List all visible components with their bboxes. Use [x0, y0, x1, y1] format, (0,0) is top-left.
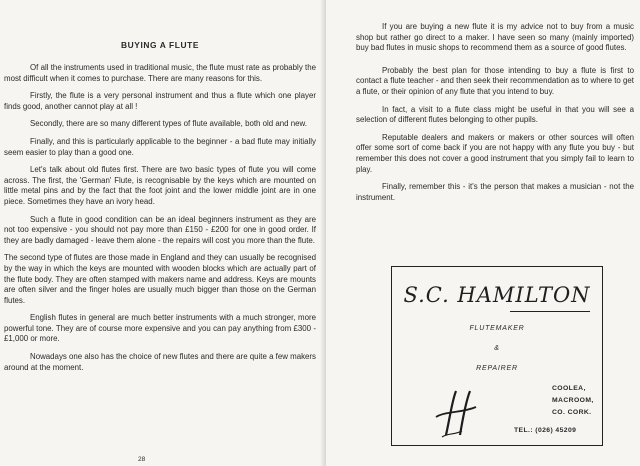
paragraph: Finally, remember this - it's the person that makes a musician - not the instrument. [356, 182, 634, 202]
paragraph: Let's talk about old flutes first. There are two basic types of flute you will come across. The first, the 'German' Flute, is recognisable by the keys which are mounted on little metal pins and by the fact that the foot joint and the lower middle joint are in one piece. Sometimes they have an ivory head. [4, 165, 316, 206]
name-underline [510, 311, 590, 312]
page-number: 28 [138, 456, 146, 463]
maker-advertisement [391, 266, 603, 446]
paragraph: In fact, a visit to a flute class might be useful in that you will see a selection of different flutes belonging to other pupils. [356, 104, 634, 125]
paragraph: Of all the instruments used in traditional music, the flute must rate as probably the most difficult when it comes to purchase. There are many reasons for this. [4, 63, 316, 83]
article-title: BUYING A FLUTE [120, 40, 200, 50]
address-line: MACROOM, [552, 397, 594, 404]
paragraph: Such a flute in good condition can be an ideal beginners instrument as they are not too expensive - you should not pay more than £150 - £200 for one in good order. If they are badly damaged - leave them alone - the repairs will cost you more than the flute. [4, 214, 316, 245]
paragraph: Reputable dealers and makers or makers or other sources will often offer some sort of come back if you are not happy with any flute you buy - but remember this does not cover a good instrument that you simply fail to learn to play. [356, 132, 634, 174]
address-line: CO. CORK. [552, 409, 592, 416]
paragraph: Probably the best plan for those intending to buy a flute is first to contact a flute teacher - and then seek their recommendation as to where to get a flute, or their opinion of any flute that you intend to buy. [356, 65, 634, 96]
paragraph: The second type of flutes are those made in England and they can usually be recognised by the way in which the keys are mounted with wooden blocks which are actually part of the flute body. They are often stamped with makers name and address. Keys are mounts are often silver and the finger holes are usually much bigger than those on the German flutes. [4, 253, 316, 305]
right-page [326, 0, 640, 466]
paragraph: Nowadays one also has the choice of new flutes and there are quite a few makers around at the moment. [4, 352, 316, 372]
paragraph: If you are buying a new flute it is my advice not to buy from a music shop but rather go direct to a maker. I have seen so many (mainly imported) buy bad flutes in music shops to recommend them as a source of good flutes. [356, 22, 634, 53]
phone-number: TEL.: (026) 45209 [514, 427, 577, 434]
maker-name: S.C. HAMILTON [403, 283, 591, 307]
ad-flutemaker: FLUTEMAKER [469, 325, 525, 332]
ad-repairer: REPAIRER [476, 365, 518, 372]
paragraph: Secondly, there are so many different types of flute available, both old and new. [30, 119, 307, 129]
paragraph: Finally, and this is particularly applicable to the beginner - a bad flute may initially seem easier to play than a good one. [4, 136, 316, 157]
address-line: COOLEA, [552, 385, 586, 392]
paragraph: Firstly, the flute is a very personal instrument and thus a flute which one player finds good, another cannot play at all ! [4, 91, 316, 111]
ad-ampersand: & [494, 345, 500, 352]
h-monogram-icon [432, 387, 480, 439]
paragraph: English flutes in general are much better instruments with a much stronger, more powerful tone. They are of course more expensive and you can pay anything from £300 - £1,000 or more. [4, 313, 316, 344]
